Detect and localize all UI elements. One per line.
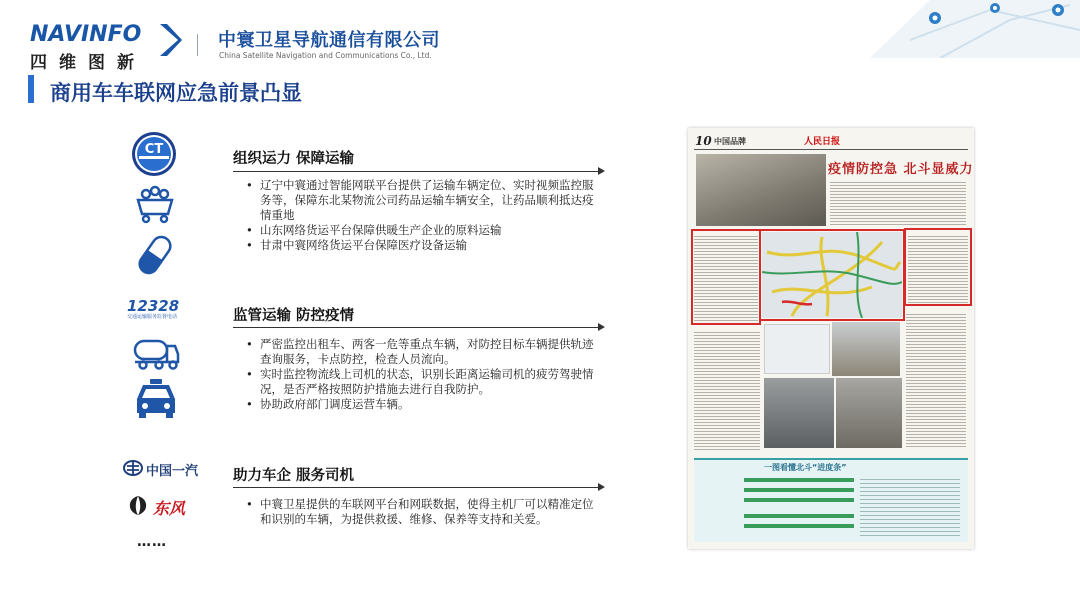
hotline-number: 12328 — [127, 297, 180, 315]
section-heading-regulation: 监管运输 防控疫情 — [233, 308, 355, 324]
list-item: • 山东网络货运平台保障供暖生产企业的原料运输 — [244, 223, 600, 238]
section-heading-automakers: 助力车企 服务司机 — [233, 468, 355, 484]
newspaper-header — [694, 134, 968, 150]
arrow-right-icon — [598, 483, 605, 491]
header-divider — [197, 34, 198, 56]
logo-chevron-icon — [158, 22, 182, 58]
section-divider-line — [233, 487, 599, 488]
highlight-box — [691, 229, 761, 325]
list-item: • 实时监控物流线上司机的状态，识别长距离运输司机的疲劳驾驶情况，是否严格按照防护措施去进行自我防护。 — [244, 367, 600, 397]
newspaper-photo-buildings — [832, 322, 900, 376]
newspaper-page-number: 10 — [695, 134, 712, 148]
medicine-capsule-icon — [136, 233, 174, 277]
more-brands-ellipsis: …… — [137, 534, 167, 550]
progress-bar — [744, 498, 854, 502]
newspaper-clipping — [688, 128, 974, 549]
infographic-title: 一图看懂北斗“进度条” — [764, 463, 847, 472]
faw-label: 中国一汽 — [146, 464, 199, 479]
section-divider-line — [233, 171, 599, 172]
dongfeng-logo — [125, 494, 195, 520]
hotline-logo — [127, 299, 187, 323]
ct-badge-text: CT — [144, 142, 164, 157]
highlight-box — [759, 229, 905, 321]
list-item: • 甘肃中寰网络货运平台保障医疗设备运输 — [244, 238, 600, 253]
newspaper-infographic — [694, 458, 968, 542]
faw-emblem-icon — [123, 460, 143, 476]
highlight-box — [904, 228, 972, 306]
section-divider-line — [233, 327, 599, 328]
list-item: • 辽宁中寰通过智能网联平台提供了运输车辆定位、实时视频监控服务等，保障东北某物流公司药品运输车辆安全，让药品顺利抵达疫情重地 — [244, 178, 600, 223]
list-item: • 协助政府部门调度运营车辆。 — [244, 397, 600, 412]
bullet-list-automakers — [244, 497, 600, 527]
arrow-right-icon — [598, 323, 605, 331]
bullet-list-regulation — [244, 337, 600, 412]
newspaper-headline: 疫情防控急 北斗显威力 — [828, 162, 974, 177]
bullet-list-transport — [244, 178, 600, 253]
newspaper-photo-worker — [696, 154, 826, 226]
ct-badge-icon — [131, 131, 177, 177]
logo-en-text: NAVINFO — [30, 22, 142, 47]
progress-bar — [744, 478, 854, 482]
tanker-truck-icon — [131, 334, 181, 372]
faw-logo — [123, 458, 203, 478]
taxi-icon — [133, 377, 179, 419]
hotline-caption: 交通运输服务监督电话 — [127, 314, 178, 320]
infographic-text — [860, 476, 960, 536]
dongfeng-emblem-icon — [125, 494, 151, 518]
section-heading-transport: 组织运力 保障运输 — [233, 151, 355, 167]
map-pins-decoration — [870, 0, 1080, 58]
newspaper-masthead: 人民日报 — [804, 137, 841, 147]
list-item: • 严密监控出租车、两客一危等重点车辆，对防控目标车辆提供轨迹查询服务，卡点防控，检查人员流向。 — [244, 337, 600, 367]
progress-bar — [744, 514, 854, 518]
newspaper-photo-construction — [836, 378, 902, 448]
newspaper-section: 中国品牌 — [714, 137, 746, 146]
page-title: 商用车车联网应急前景凸显 — [50, 81, 302, 105]
newspaper-screenshot-panel — [764, 324, 830, 374]
progress-bar — [744, 488, 854, 492]
dongfeng-label: 东风 — [153, 499, 186, 518]
arrow-right-icon — [598, 167, 605, 175]
title-accent-bar — [28, 75, 34, 103]
mine-cart-icon — [134, 184, 176, 226]
logo-cn-text: 四维图新 — [30, 53, 146, 73]
newspaper-photo-robot — [764, 378, 834, 448]
newspaper-text-block — [694, 330, 760, 450]
newspaper-text-block — [830, 180, 966, 226]
company-name-cn: 中寰卫星导航通信有限公司 — [218, 30, 440, 51]
newspaper-text-block — [906, 312, 966, 448]
progress-bar — [744, 524, 854, 528]
list-item: • 中寰卫星提供的车联网平台和网联数据，使得主机厂可以精准定位和识别的车辆，为提供救援、维修、保养等支持和关爱。 — [244, 497, 600, 527]
company-name-en: China Satellite Navigation and Communications Co., Ltd. — [219, 51, 432, 60]
